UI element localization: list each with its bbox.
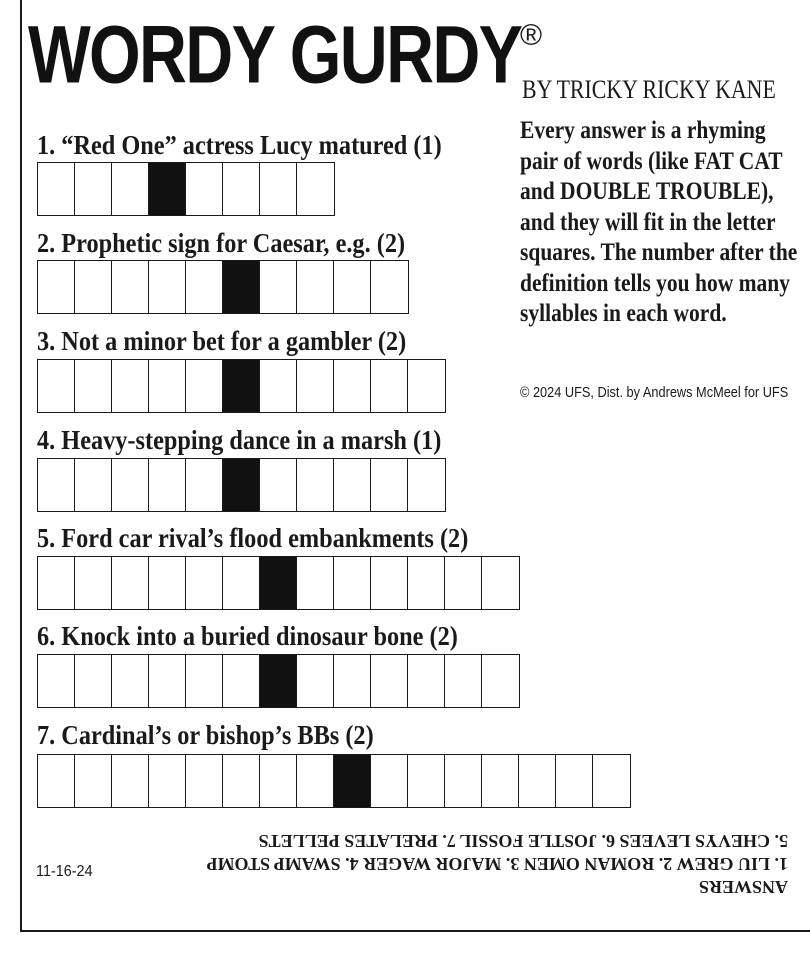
clue-2: 2. Prophetic sign for Caesar, e.g. (2) bbox=[37, 228, 406, 258]
letter-square[interactable] bbox=[259, 754, 298, 808]
copyright-notice: © 2024 UFS, Dist. by Andrews McMeel for UFS bbox=[520, 385, 789, 401]
answers-heading: ANSWERS bbox=[698, 877, 788, 897]
letter-square[interactable] bbox=[481, 654, 520, 708]
letter-square[interactable] bbox=[333, 458, 372, 512]
black-separator-square bbox=[259, 654, 298, 708]
letter-square[interactable] bbox=[296, 754, 335, 808]
letter-square[interactable] bbox=[296, 556, 335, 610]
letter-square[interactable] bbox=[148, 654, 187, 708]
letter-square[interactable] bbox=[333, 654, 372, 708]
letter-square[interactable] bbox=[518, 754, 557, 808]
letter-square[interactable] bbox=[370, 260, 409, 314]
letter-square[interactable] bbox=[370, 458, 409, 512]
instructions: Every answer is a rhyming pair of words (like FAT CAT and DOUBLE TROUBLE), and they will fit in the letter squares. The number after the definition tells you how many syllables in each word. bbox=[520, 117, 798, 327]
letter-square[interactable] bbox=[370, 754, 409, 808]
answers-line-1: 1. LIU GREW 2. ROMAN OMEN 3. MAJOR WAGER 4. SWAMP STOMP bbox=[206, 854, 788, 874]
letter-square[interactable] bbox=[74, 654, 113, 708]
letter-square[interactable] bbox=[481, 754, 520, 808]
letter-square[interactable] bbox=[444, 556, 483, 610]
letter-square[interactable] bbox=[185, 162, 224, 216]
publication-date: 11-16-24 bbox=[36, 863, 93, 880]
clue-7: 7. Cardinal’s or bishop’s BBs (2) bbox=[37, 720, 374, 750]
letter-square[interactable] bbox=[148, 359, 187, 413]
letter-square[interactable] bbox=[222, 162, 261, 216]
letter-square[interactable] bbox=[74, 458, 113, 512]
letter-square[interactable] bbox=[296, 654, 335, 708]
letter-square[interactable] bbox=[370, 359, 409, 413]
letter-square[interactable] bbox=[111, 754, 150, 808]
letter-square[interactable] bbox=[481, 556, 520, 610]
letter-square[interactable] bbox=[148, 754, 187, 808]
letter-square[interactable] bbox=[185, 260, 224, 314]
letter-square[interactable] bbox=[592, 754, 631, 808]
letter-square[interactable] bbox=[148, 260, 187, 314]
letter-square[interactable] bbox=[185, 556, 224, 610]
upside-down-answers bbox=[40, 818, 788, 898]
black-separator-square bbox=[222, 359, 261, 413]
black-separator-square bbox=[148, 162, 187, 216]
letter-square[interactable] bbox=[333, 556, 372, 610]
letter-square[interactable] bbox=[222, 754, 261, 808]
puzzle-title: WORDY GURDY bbox=[28, 9, 522, 100]
letter-square[interactable] bbox=[37, 654, 76, 708]
letter-square[interactable] bbox=[185, 654, 224, 708]
letter-square[interactable] bbox=[148, 458, 187, 512]
letter-square[interactable] bbox=[555, 754, 594, 808]
clue-5: 5. Ford car rival’s flood embankments (2) bbox=[37, 523, 469, 553]
answer-grid-2 bbox=[37, 260, 409, 314]
letter-square[interactable] bbox=[148, 556, 187, 610]
letter-square[interactable] bbox=[185, 754, 224, 808]
letter-square[interactable] bbox=[74, 754, 113, 808]
letter-square[interactable] bbox=[407, 556, 446, 610]
letter-square[interactable] bbox=[37, 556, 76, 610]
byline: BY TRICKY RICKY KANE bbox=[522, 75, 776, 104]
letter-square[interactable] bbox=[37, 458, 76, 512]
letter-square[interactable] bbox=[370, 654, 409, 708]
letter-square[interactable] bbox=[407, 359, 446, 413]
letter-square[interactable] bbox=[296, 458, 335, 512]
letter-square[interactable] bbox=[185, 359, 224, 413]
letter-square[interactable] bbox=[296, 162, 335, 216]
black-separator-square bbox=[222, 260, 261, 314]
letter-square[interactable] bbox=[407, 458, 446, 512]
letter-square[interactable] bbox=[37, 359, 76, 413]
letter-square[interactable] bbox=[296, 359, 335, 413]
black-separator-square bbox=[222, 458, 261, 512]
answers-line-2: 5. CHEVYS LEVEES 6. JOSTLE FOSSIL 7. PRELATES PELLETS bbox=[258, 831, 788, 851]
registered-mark: ® bbox=[520, 19, 543, 52]
letter-square[interactable] bbox=[444, 754, 483, 808]
letter-square[interactable] bbox=[111, 162, 150, 216]
answer-grid-7 bbox=[37, 754, 631, 808]
letter-square[interactable] bbox=[222, 654, 261, 708]
letter-square[interactable] bbox=[111, 654, 150, 708]
answer-grid-1 bbox=[37, 162, 335, 216]
letter-square[interactable] bbox=[259, 359, 298, 413]
letter-square[interactable] bbox=[37, 260, 76, 314]
letter-square[interactable] bbox=[37, 162, 76, 216]
frame-left-border bbox=[20, 0, 22, 932]
letter-square[interactable] bbox=[74, 556, 113, 610]
frame-bottom-border bbox=[20, 930, 810, 932]
letter-square[interactable] bbox=[333, 359, 372, 413]
letter-square[interactable] bbox=[74, 260, 113, 314]
letter-square[interactable] bbox=[259, 260, 298, 314]
letter-square[interactable] bbox=[259, 458, 298, 512]
answer-grid-6 bbox=[37, 654, 520, 708]
letter-square[interactable] bbox=[296, 260, 335, 314]
clue-1: 1. “Red One” actress Lucy matured (1) bbox=[37, 130, 442, 160]
letter-square[interactable] bbox=[222, 556, 261, 610]
clue-3: 3. Not a minor bet for a gambler (2) bbox=[37, 326, 407, 356]
letter-square[interactable] bbox=[111, 458, 150, 512]
answer-grid-3 bbox=[37, 359, 446, 413]
letter-square[interactable] bbox=[111, 359, 150, 413]
letter-square[interactable] bbox=[111, 260, 150, 314]
clue-6: 6. Knock into a buried dinosaur bone (2) bbox=[37, 621, 458, 651]
letter-square[interactable] bbox=[259, 162, 298, 216]
letter-square[interactable] bbox=[370, 556, 409, 610]
letter-square[interactable] bbox=[185, 458, 224, 512]
letter-square[interactable] bbox=[407, 654, 446, 708]
clue-4: 4. Heavy-stepping dance in a marsh (1) bbox=[37, 425, 442, 455]
answer-grid-5 bbox=[37, 556, 520, 610]
black-separator-square bbox=[333, 754, 372, 808]
letter-square[interactable] bbox=[74, 359, 113, 413]
letter-square[interactable] bbox=[37, 754, 76, 808]
letter-square[interactable] bbox=[111, 556, 150, 610]
letter-square[interactable] bbox=[74, 162, 113, 216]
letter-square[interactable] bbox=[333, 260, 372, 314]
answer-grid-4 bbox=[37, 458, 446, 512]
letter-square[interactable] bbox=[407, 754, 446, 808]
letter-square[interactable] bbox=[444, 654, 483, 708]
black-separator-square bbox=[259, 556, 298, 610]
